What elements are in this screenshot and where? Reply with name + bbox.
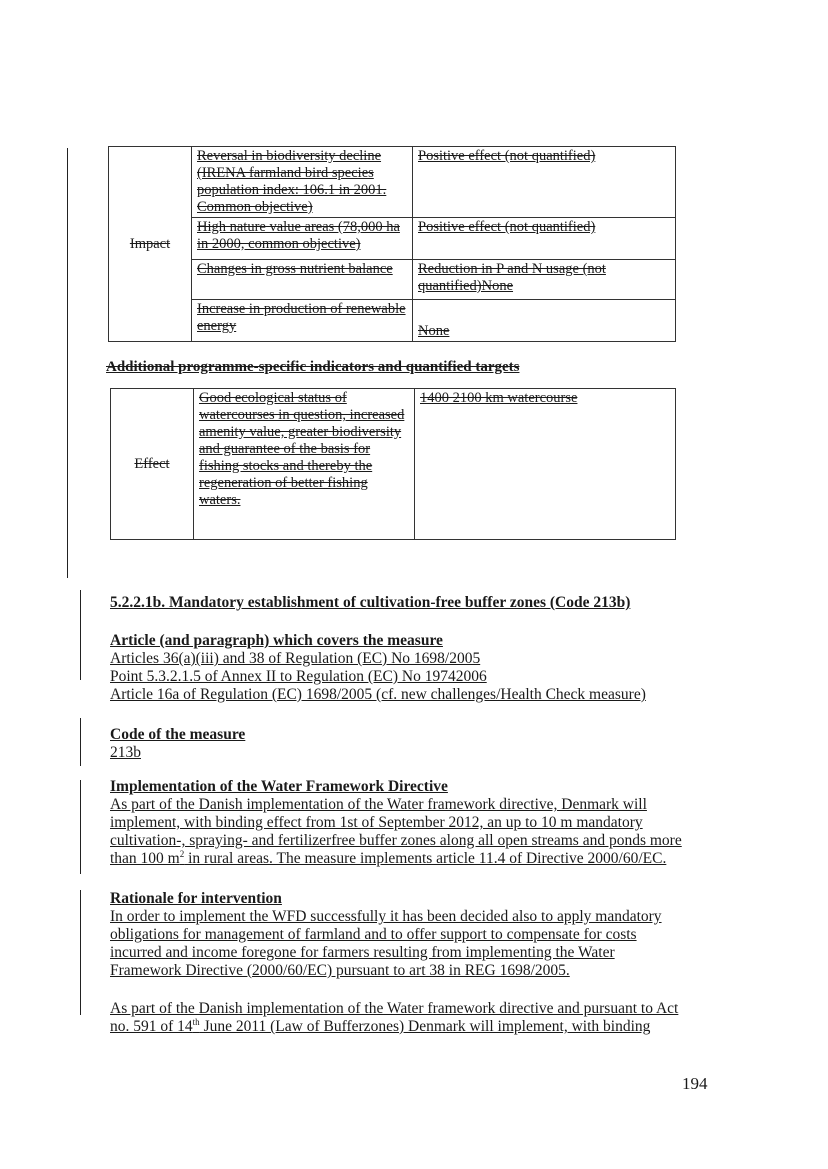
indicator-cell: Increase in production of renewable energy bbox=[192, 300, 413, 342]
indicator-cell: Reversal in biodiversity decline (IRENA farmland bird species population index: 106.1 in 2001. Common objective) bbox=[192, 147, 413, 218]
effect-indicator-table bbox=[110, 388, 676, 540]
paragraph-line: As part of the Danish implementation of the Water framework directive and pursuant to Act bbox=[110, 1000, 679, 1017]
paragraph-line: no. 591 of 14th June 2011 (Law of Bufferzones) Denmark will implement, with binding bbox=[110, 1016, 651, 1035]
rationale-heading: Rationale for intervention bbox=[110, 890, 282, 907]
code-value: 213b bbox=[110, 744, 141, 761]
change-bar bbox=[80, 780, 81, 874]
measure-section bbox=[110, 594, 730, 612]
change-bar bbox=[80, 718, 81, 766]
indicator-cell: Good ecological status of watercourses in question, increased amenity value, greater biodiversity and guarantee of the basis for fishing stocks and thereby the regeneration of better fishing waters. bbox=[194, 389, 415, 540]
section-title: 5.2.2.1b. Mandatory establishment of cultivation-free buffer zones (Code 213b) bbox=[110, 594, 631, 611]
rationale-line: obligations for management of farmland and to offer support to compensate for costs bbox=[110, 926, 637, 943]
indicator-cell: High nature value areas (78,000 ha in 2000, common objective) bbox=[192, 218, 413, 260]
additional-indicators-heading: Additional programme-specific indicators and quantified targets bbox=[106, 359, 520, 375]
rationale-line: Framework Directive (2000/60/EC) pursuant to art 38 in REG 1698/2005. bbox=[110, 962, 570, 979]
article-line: Articles 36(a)(iii) and 38 of Regulation (EC) No 1698/2005 bbox=[110, 650, 481, 667]
wfd-line: than 100 $m^2$ in rural areas. The measure implements article 11.4 of Directive 2000/60/EC. bbox=[110, 848, 667, 867]
rationale-line: incurred and income foregone for farmers resulting from implementing the Water bbox=[110, 944, 615, 961]
change-bar bbox=[67, 148, 68, 578]
wfd-heading: Implementation of the Water Framework Directive bbox=[110, 778, 448, 795]
impact-label: Impact bbox=[129, 235, 171, 252]
rationale-block bbox=[110, 890, 710, 980]
code-heading: Code of the measure bbox=[110, 726, 246, 743]
wfd-line: implement, with binding effect from 1st of September 2012, an up to 10 m mandatory bbox=[110, 814, 643, 831]
target-cell: 1400 2100 km watercourse bbox=[415, 389, 676, 540]
wfd-block bbox=[110, 778, 710, 868]
wfd-line: cultivation-, spraying- and fertilizerfree buffer zones along all open streams and ponds more bbox=[110, 832, 682, 849]
target-cell: Positive effect (not quantified) bbox=[413, 218, 676, 260]
bufferzone-paragraph bbox=[110, 1000, 710, 1036]
code-block bbox=[110, 726, 730, 762]
target-cell: None bbox=[413, 300, 676, 342]
article-line: Article 16a of Regulation (EC) 1698/2005 (cf. new challenges/Health Check measure) bbox=[110, 686, 646, 703]
page-number: 194 bbox=[682, 1074, 708, 1093]
indicator-cell: Changes in gross nutrient balance bbox=[192, 260, 413, 300]
article-block bbox=[110, 632, 730, 704]
article-line: Point 5.3.2.1.5 of Annex II to Regulation (EC) No 19742006 bbox=[110, 668, 487, 685]
change-bar bbox=[80, 890, 81, 1015]
wfd-line: As part of the Danish implementation of the Water framework directive, Denmark will bbox=[110, 796, 647, 813]
article-heading: Article (and paragraph) which covers the measure bbox=[110, 632, 443, 649]
rationale-line: In order to implement the WFD successfully it has been decided also to apply mandatory bbox=[110, 908, 662, 925]
target-cell: Reduction in P and N usage (not quantified)None bbox=[413, 260, 676, 300]
impact-indicator-table bbox=[108, 146, 676, 342]
target-cell: Positive effect (not quantified) bbox=[413, 147, 676, 218]
change-bar bbox=[80, 590, 81, 680]
effect-label: Effect bbox=[134, 455, 170, 472]
